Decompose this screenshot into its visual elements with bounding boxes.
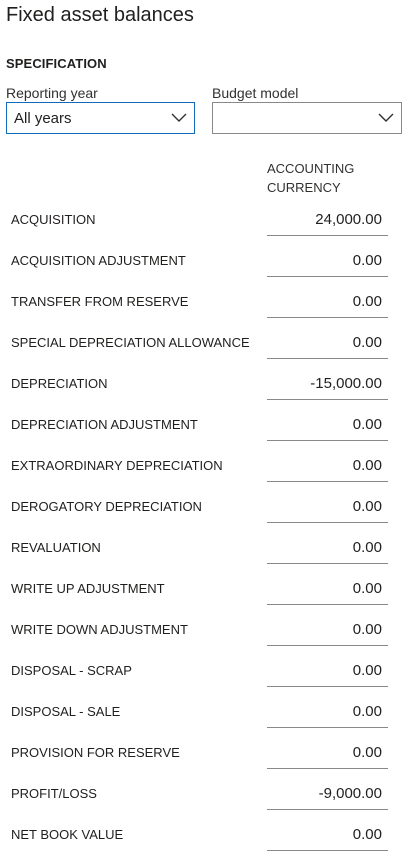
table-row xyxy=(0,364,416,405)
row-value[interactable]: 24,000.00 xyxy=(267,204,388,236)
table-row xyxy=(0,323,416,364)
row-value[interactable]: 0.00 xyxy=(267,655,388,687)
row-value[interactable]: 0.00 xyxy=(267,409,388,441)
budget-model-label: Budget model xyxy=(212,85,299,101)
table-row xyxy=(0,528,416,569)
row-value[interactable]: 0.00 xyxy=(267,696,388,728)
row-value[interactable]: -15,000.00 xyxy=(267,368,388,400)
table-row xyxy=(0,651,416,692)
row-label: PROFIT/LOSS xyxy=(11,786,97,801)
table-row xyxy=(0,487,416,528)
row-value[interactable]: 0.00 xyxy=(267,532,388,564)
row-label: EXTRAORDINARY DEPRECIATION xyxy=(11,458,223,473)
row-label: DISPOSAL - SALE xyxy=(11,704,121,719)
column-header-line: ACCOUNTING xyxy=(267,161,355,176)
row-label: SPECIAL DEPRECIATION ALLOWANCE xyxy=(11,335,250,350)
reporting-year-select[interactable] xyxy=(6,102,195,134)
table-row xyxy=(0,815,416,856)
table-row xyxy=(0,241,416,282)
chevron-down-icon xyxy=(171,110,187,127)
row-label: TRANSFER FROM RESERVE xyxy=(11,294,189,309)
row-label: DEROGATORY DEPRECIATION xyxy=(11,499,202,514)
table-row xyxy=(0,405,416,446)
row-label: WRITE UP ADJUSTMENT xyxy=(11,581,165,596)
row-value[interactable]: -9,000.00 xyxy=(267,778,388,810)
specification-header: SPECIFICATION xyxy=(6,56,107,71)
row-label: REVALUATION xyxy=(11,540,101,555)
row-label: ACQUISITION xyxy=(11,212,96,227)
row-value[interactable]: 0.00 xyxy=(267,491,388,523)
table-row xyxy=(0,200,416,241)
column-header-line: CURRENCY xyxy=(267,180,341,195)
row-label: DEPRECIATION xyxy=(11,376,108,391)
table-row xyxy=(0,610,416,651)
row-label: NET BOOK VALUE xyxy=(11,827,124,842)
reporting-year-label: Reporting year xyxy=(6,85,98,101)
reporting-year-value: All years xyxy=(14,109,72,127)
budget-model-select[interactable] xyxy=(212,102,402,134)
row-label: PROVISION FOR RESERVE xyxy=(11,745,180,760)
row-value[interactable]: 0.00 xyxy=(267,286,388,318)
page-title: Fixed asset balances xyxy=(6,4,194,26)
table-row xyxy=(0,569,416,610)
table-row xyxy=(0,733,416,774)
row-value[interactable]: 0.00 xyxy=(267,245,388,277)
row-value[interactable]: 0.00 xyxy=(267,819,388,851)
row-value[interactable]: 0.00 xyxy=(267,327,388,359)
table-row xyxy=(0,282,416,323)
row-value[interactable]: 0.00 xyxy=(267,614,388,646)
row-value[interactable]: 0.00 xyxy=(267,573,388,605)
table-row xyxy=(0,692,416,733)
table-row xyxy=(0,774,416,815)
row-label: DEPRECIATION ADJUSTMENT xyxy=(11,417,198,432)
chevron-down-icon xyxy=(378,110,394,127)
row-value[interactable]: 0.00 xyxy=(267,450,388,482)
row-label: DISPOSAL - SCRAP xyxy=(11,663,132,678)
table-row xyxy=(0,446,416,487)
row-value[interactable]: 0.00 xyxy=(267,737,388,769)
row-label: WRITE DOWN ADJUSTMENT xyxy=(11,622,188,637)
row-label: ACQUISITION ADJUSTMENT xyxy=(11,253,186,268)
accounting-currency-column-header xyxy=(267,159,397,197)
